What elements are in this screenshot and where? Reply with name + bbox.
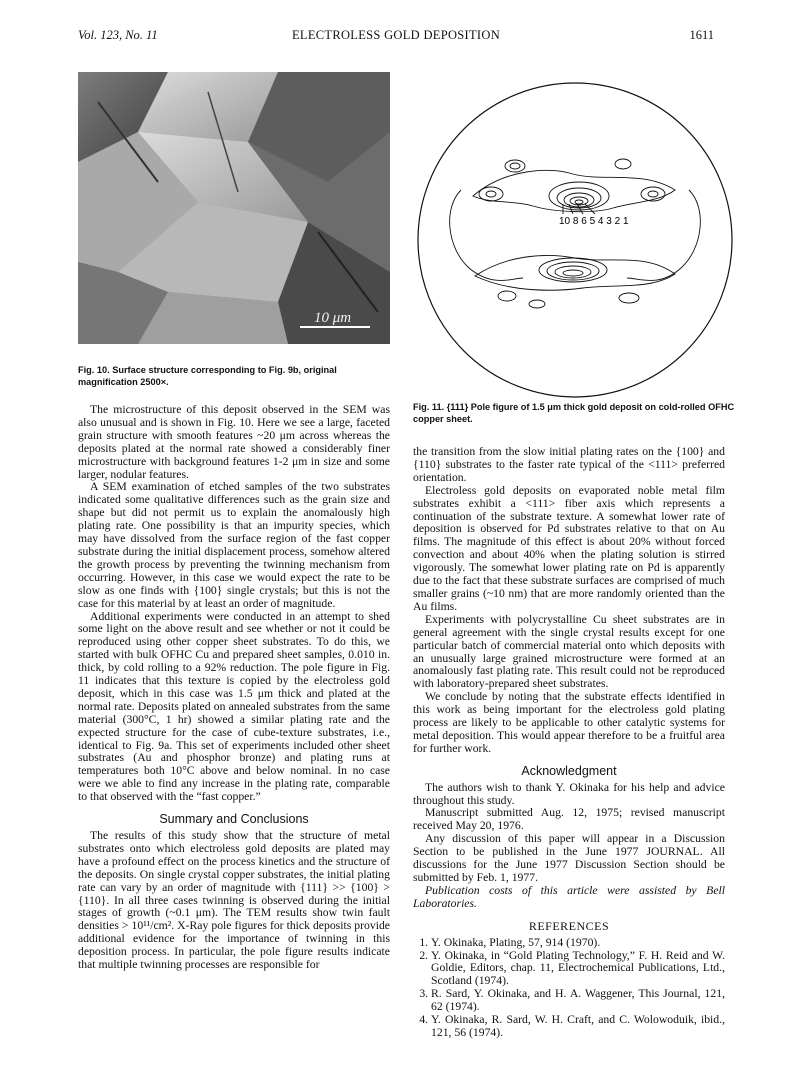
contour-level-labels: 10 8 6 5 4 3 2 1 <box>559 216 629 227</box>
left-paragraph-4: The results of this study show that the structure of metal substrates onto which electroless gold deposits are plated may have a profound effect on the process kinetics and the structure of the deposits. On single crystal copper substrates, the initial plating rate can vary by an order of magnitude with {111} >> {100} > {110}. In all three cases twinning is observed during the initial stages of growth (~0.1 μm). The TEM results show twin fault densities > 10¹¹/cm². X-Ray pole figures for thick deposits provide additional evidence for the importance of twinning in this deposition process. In particular, the pole figure results indicate that multiple twinning processes are responsible for <box>78 829 390 972</box>
sem-micrograph-graphic <box>78 72 390 344</box>
reference-item: 2. Y. Okinaka, in “Gold Plating Technology,” F. H. Reid and W. Goldie, Editors, chap. 11, Electrochemical Publications, Ltd., Scotland (1974). <box>431 950 725 989</box>
pole-figure-graphic <box>413 78 737 402</box>
pole-figure-circle <box>418 83 732 397</box>
left-paragraph-3: Additional experiments were conducted in an attempt to shed some light on the above result and see whether or not it could be reproduced using other copper sheet substrates. To do this, we started with bulk OFHC Cu and prepared sheet samples, 0.010 in. thick, by cold rolling to a 92% reduction. The pole figure in Fig. 11 indicates that this texture is copied by the electroless gold deposit, which in this case was 1.5 μm thick and plated at the normal rate. Deposits plated on annealed substrates from the same material (300°C, 1 hr) showed a similar plating rate and the expected structure for the case of cube-texture substrates, i.e., identical to Fig. 9a. This set of experiments included other sheet substrates (Au and phosphor bronze) and plating runs at temperatures both 10°C above and below nominal. In no case were we able to find any increase in the plating rate, comparable to that observed with the “fast copper.” <box>78 609 390 804</box>
page-number: 1611 <box>689 28 714 42</box>
running-title: ELECTROLESS GOLD DEPOSITION <box>291 28 501 42</box>
references-heading: REFERENCES <box>528 918 610 933</box>
section-heading-summary: Summary and Conclusions <box>159 812 309 827</box>
right-paragraph-4: We conclude by noting that the substrate effects identified in this work as being important for the electroless gold plating process are likely to be applicable to other catalytic systems for metal deposition. This would appear therefore to be a fruitful area for further work. <box>413 690 725 755</box>
reference-item: 1. Y. Okinaka, Plating, 57, 914 (1970). <box>431 937 725 950</box>
journal-volume: Vol. 123, No. 11 <box>78 28 158 42</box>
publication-costs-note: Publication costs of this article were assisted by Bell Laboratories. <box>413 883 725 910</box>
left-paragraph-2: A SEM examination of etched samples of the two substrates indicated some qualitative differences such as the grain size and shape but did not permit us to explain the anomalously high plating rate. One possibility is that an impurity species, which may have dissolved from the surface region of the fast copper substrate during the initial displacement process, somehow altered the growth process by preventing the twinning mechanism from occurring. However, in this case we would expect the rate to be slow as one finds with {100} single crystals; but this is not the case for this material by at least an order of magnitude. <box>78 480 390 610</box>
acknowledgment-text: The authors wish to thank Y. Okinaka for his help and advice throughout this study. <box>413 780 725 807</box>
figure-11-caption: Fig. 11. {111} Pole figure of 1.5 μm thick gold deposit on cold-rolled OFHC copper sheet. <box>413 402 735 424</box>
right-paragraph-1: the transition from the slow initial plating rates on the {100} and {110} substrates to the faster rate typical of the <111> preferred orientation. <box>413 445 725 484</box>
references-list <box>413 937 725 1040</box>
sem-micrograph <box>78 72 390 344</box>
right-paragraph-2: Electroless gold deposits on evaporated noble metal film substrates exhibit a <111> fiber axis which represents a continuation of the substrate texture. A somewhat lower rate of deposition is observed for Pd substrates relative to that on Au films. The magnitude of this effect is about 20% without forced convection and about 40% when the plating solution is stirred vigorously. The somewhat lower plating rate on Pd is apparently due to the fact that these substrate surfaces are comprised of much smaller grains (~10 nm) that are more randomly oriented than the Au films. <box>413 483 725 613</box>
reference-item: 3. R. Sard, Y. Okinaka, and H. A. Waggener, This Journal, 121, 62 (1974). <box>431 988 725 1014</box>
lower-contours <box>475 255 675 308</box>
figure-10-caption: Fig. 10. Surface structure corresponding to Fig. 9b, original magnification 2500×. <box>78 365 337 387</box>
manuscript-note: Manuscript submitted Aug. 12, 1975; revised manuscript received May 20, 1976. <box>413 806 725 833</box>
right-column <box>413 446 725 1040</box>
pole-figure <box>413 78 737 402</box>
scale-bar-label: 10 μm <box>314 310 352 326</box>
left-paragraph-1: The microstructure of this deposit observed in the SEM was also unusual and is shown in Fig. 10. Here we see a large, faceted grain structure with smooth features ~20 μm across whereas the deposits plated at the normal rate showed a considerably finer microstructure with background features 1-2 μm in size and some larger, nodular features. <box>78 403 390 481</box>
section-heading-acknowledgment: Acknowledgment <box>521 763 617 778</box>
discussion-note: Any discussion of this paper will appear in a Discussion Section to be published in the June 1977 JOURNAL. All discussions for the June 1977 Discussion Section should be submitted by Feb. 1, 1977. <box>413 832 725 884</box>
left-column <box>78 404 390 972</box>
reference-item: 4. Y. Okinaka, R. Sard, W. H. Craft, and C. Wolowoduik, ibid., 121, 56 (1974). <box>431 1014 725 1040</box>
right-paragraph-3: Experiments with polycrystalline Cu sheet substrates are in general agreement with the single crystal results except for one particular batch of commercial material onto which deposits with an unusually large grained microstructure were formed at an anomalously fast plating rate. This result could not be reproduced with laboratory-prepared sheet substrates. <box>413 612 725 691</box>
